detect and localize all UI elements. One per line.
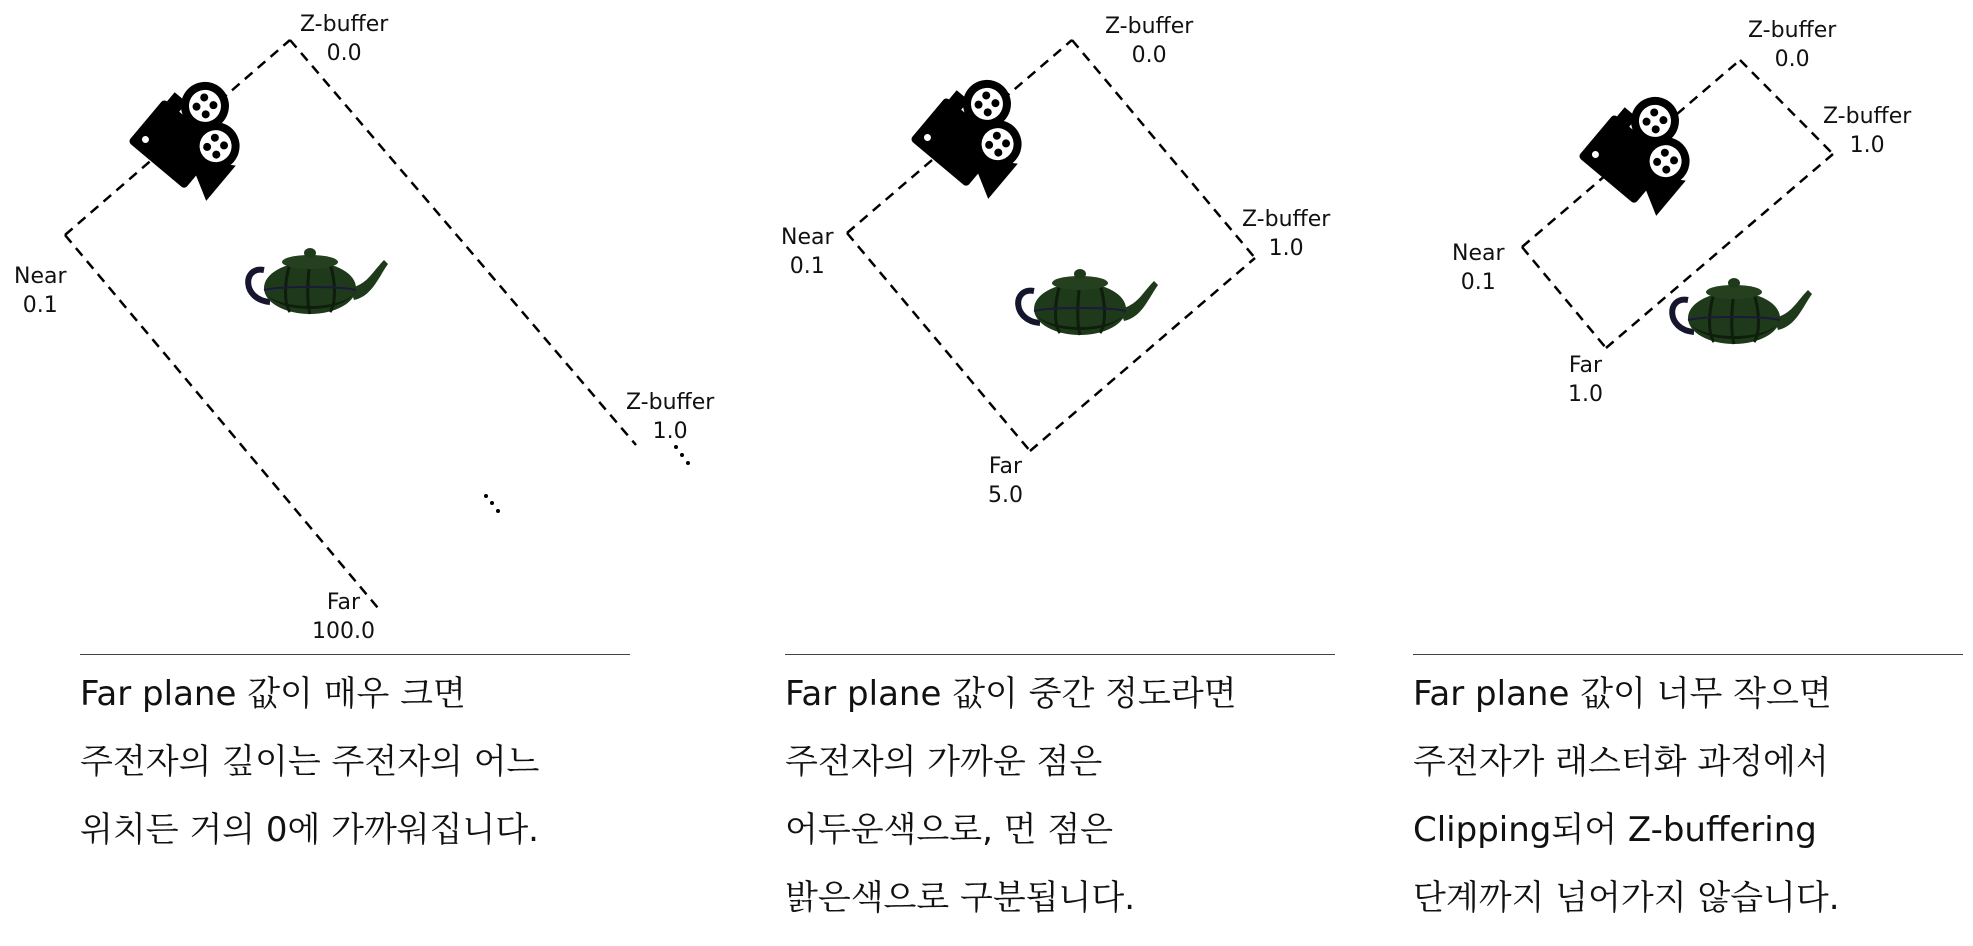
zbuffer-top-label: Z-buffer 0.0 (1748, 18, 1837, 72)
near-label: Near 0.1 (14, 264, 67, 318)
divider-line (80, 654, 630, 655)
panel-caption: Far plane 값이 너무 작으면 주전자가 래스터화 과정에서 Clipping되어 Z-buffering 단계까지 넘어가지 않습니다. (1413, 674, 1840, 918)
teapot-icon (248, 248, 388, 314)
camera-icon (910, 62, 1050, 202)
zbuffer-top-label: Z-buffer 0.0 (1105, 14, 1194, 68)
far-label: Far 5.0 (988, 454, 1023, 508)
zbuffer-bottom-label: Z-buffer 1.0 (1823, 104, 1912, 158)
far-label: Far 1.0 (1568, 353, 1603, 407)
frustum-top-edge (1072, 40, 1255, 258)
teapot-icon (1672, 278, 1812, 344)
near-label: Near 0.1 (1452, 241, 1505, 295)
divider-line (1413, 654, 1963, 655)
panel-caption: Far plane 값이 매우 크면 주전자의 깊이는 주전자의 어느 위치든 거의 0에 가까워집니다. (80, 674, 540, 850)
frustum-diagram (1360, 0, 1973, 660)
frustum-top-edge (1740, 60, 1833, 154)
frustum-bottom-edge (847, 233, 1030, 451)
frustum-bottom-edge (1522, 247, 1606, 348)
far-label: Far 100.0 (312, 590, 375, 644)
frustum-diagram (0, 0, 650, 660)
panel-medium-far (700, 0, 1350, 946)
panel-caption: Far plane 값이 중간 정도라면 주전자의 가까운 점은 어두운색으로, 먼 점은 밝은색으로 구분됩니다. (785, 674, 1237, 918)
zbuffer-top-label: Z-buffer 0.0 (300, 12, 389, 66)
zbuffer-bottom-label: Z-buffer 1.0 (1242, 207, 1331, 261)
panel-large-far (0, 0, 715, 946)
camera-icon (1578, 79, 1718, 219)
continuation-dots (484, 445, 690, 513)
teapot-icon (1018, 269, 1158, 335)
frustum-diagram (700, 0, 1350, 660)
camera-icon (128, 64, 268, 204)
divider-line (785, 654, 1335, 655)
frustum-top-edge (290, 40, 636, 445)
panel-small-far (1360, 0, 1973, 946)
zbuffer-bottom-label: Z-buffer 1.0 (626, 390, 715, 444)
near-label: Near 0.1 (781, 225, 834, 279)
